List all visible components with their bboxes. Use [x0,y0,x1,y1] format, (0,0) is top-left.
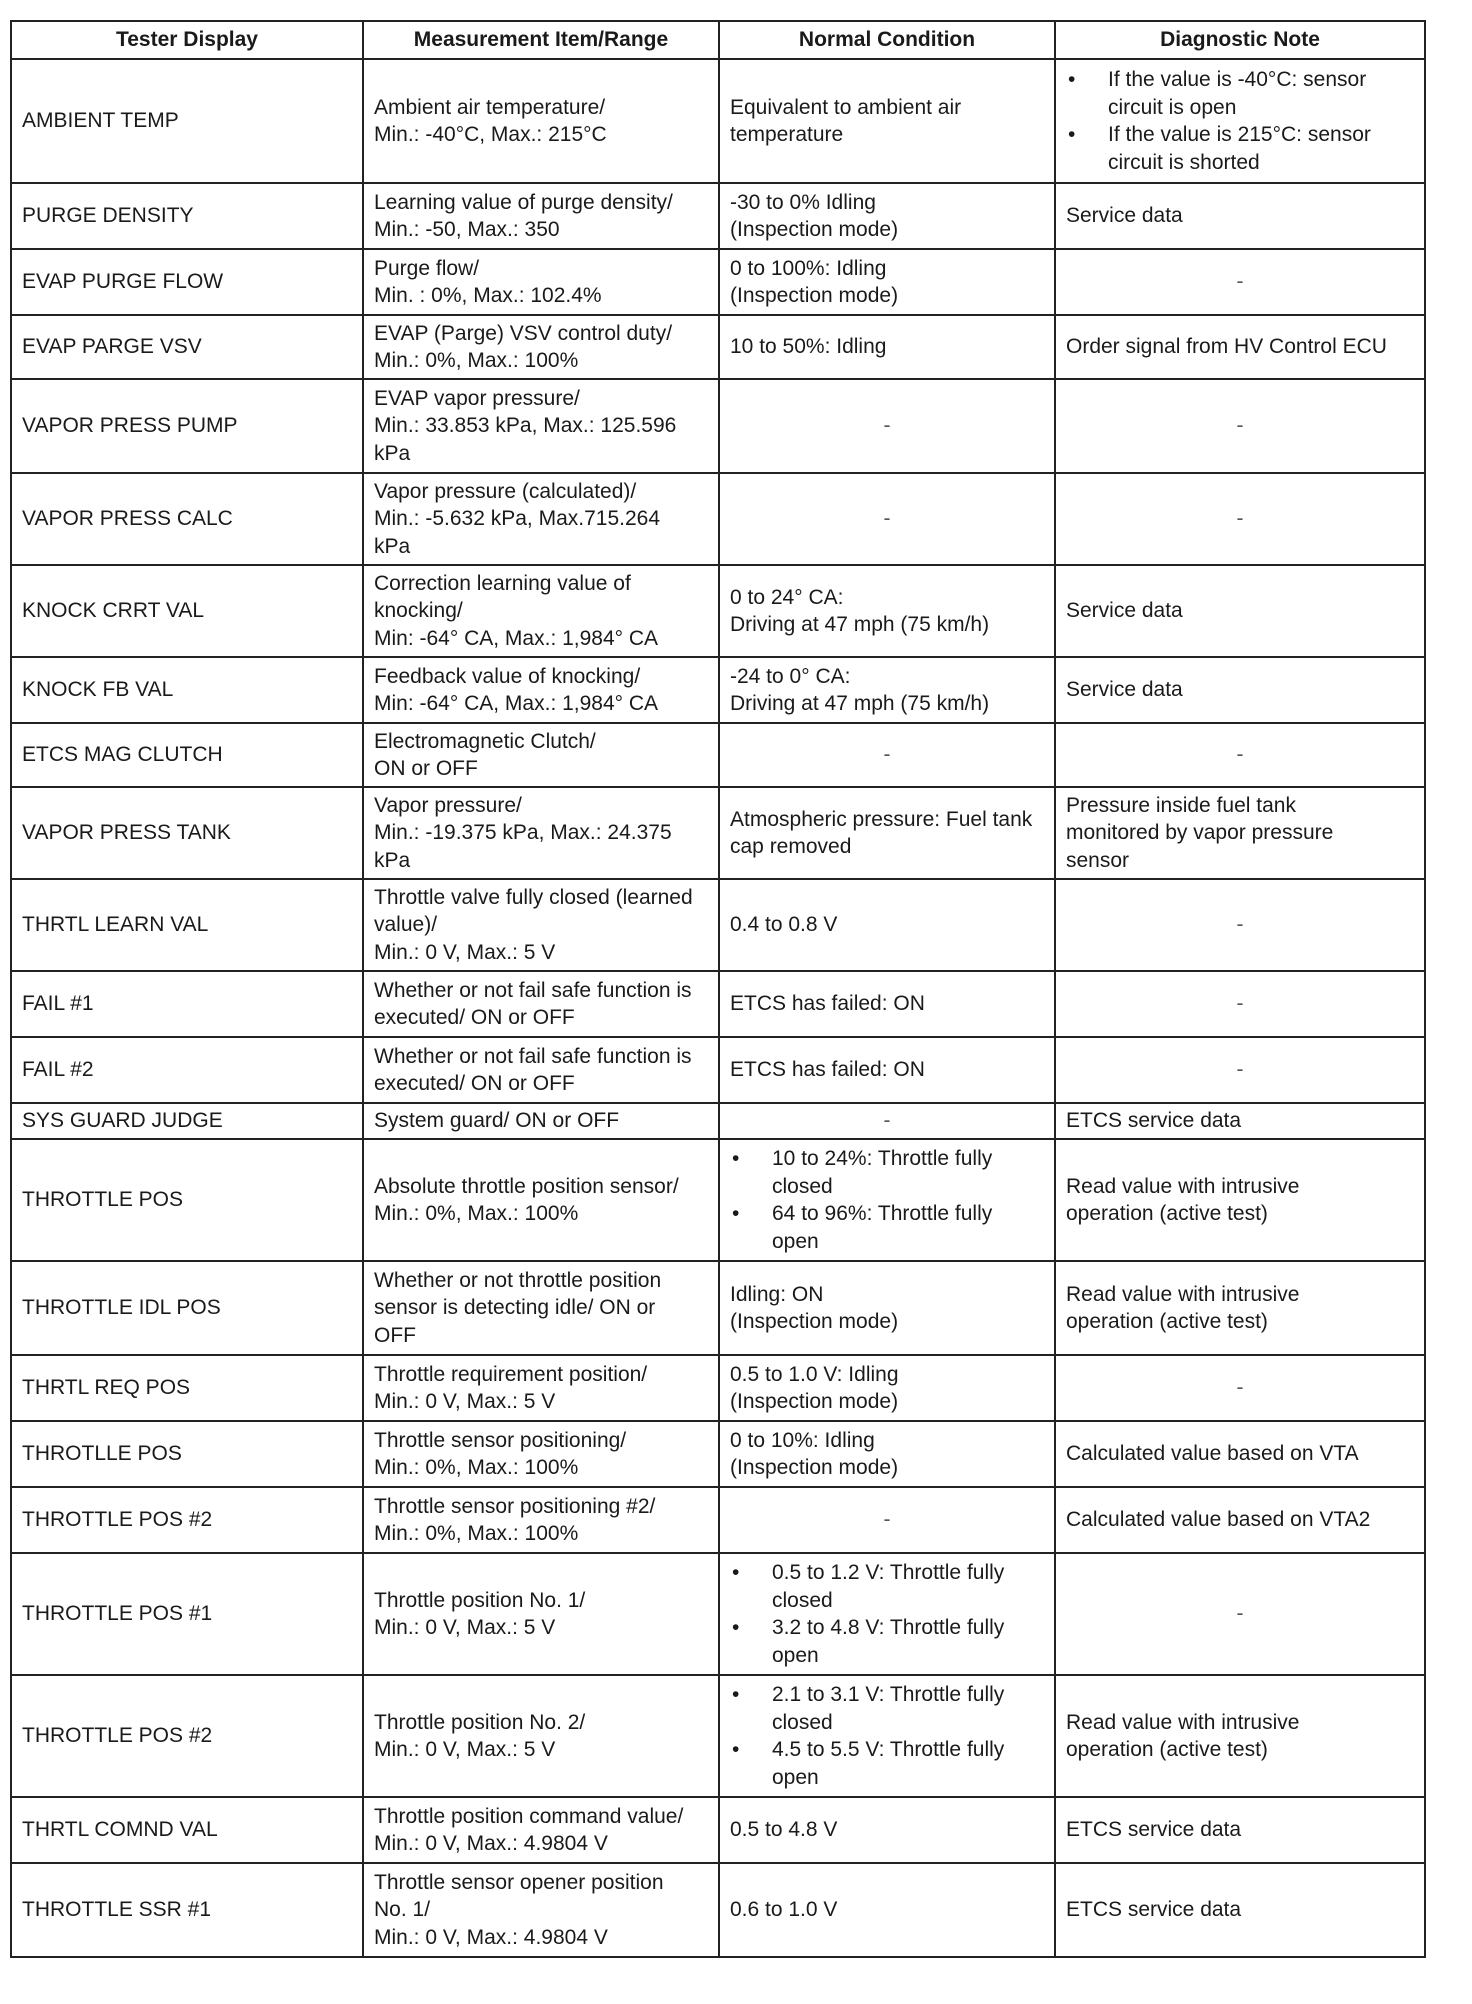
cell-text-line: ETCS has failed: ON [730,1058,925,1082]
bullet-item: • 0.5 to 1.2 V: Throttle fully closed [730,1559,1044,1614]
cell-text-line: Service data [1066,678,1183,702]
tester-display-cell: FAIL #1 [11,971,363,1037]
normal-condition-cell [719,1675,1055,1797]
normal-condition-cell [719,315,1055,379]
tester-display-cell: SYS GUARD JUDGE [11,1103,363,1139]
diagnostic-note-cell: - [1055,473,1425,565]
table-row [11,565,1425,657]
normal-condition-cell [719,1863,1055,1957]
cell-text-line: Driving at 47 mph (75 km/h) [730,692,990,715]
table-row [11,971,1425,1037]
normal-condition-cell [719,971,1055,1037]
diagnostic-note-cell [1055,657,1425,723]
table-row [11,1421,1425,1487]
tester-display-cell: THROTTLE POS [11,1139,363,1261]
diagnostic-note-cell [1055,1487,1425,1553]
cell-text-line: Min.: 0 V, Max.: 5 V [374,1616,556,1639]
table-row [11,315,1425,379]
measurement-cell [363,1261,719,1355]
table-row [11,723,1425,787]
cell-text-line: 0.5 to 1.0 V: Idling [730,1362,899,1386]
cell-text-line: Min.: 0 V, Max.: 4.9804 V [374,1832,608,1855]
cell-text-line: Min.: 0 V, Max.: 5 V [374,1738,556,1761]
cell-text-line: operation (active test) [1066,1202,1268,1225]
tester-display-cell: AMBIENT TEMP [11,59,363,183]
cell-text-line: Min.: 0 V, Max.: 4.9804 V [374,1925,608,1949]
cell-text-line: Min.: 0%, Max.: 100% [374,1522,579,1545]
cell-text-line: Ambient air temperature/ [374,95,606,119]
cell-text-line: Whether or not fail safe function is [374,1044,692,1068]
cell-text-line: Min.: 0%, Max.: 100% [374,1202,579,1225]
measurement-cell [363,1037,719,1103]
cell-text-line: (Inspection mode) [730,1390,899,1413]
measurement-cell [363,379,719,473]
cell-text-line: knocking/ [374,599,463,623]
tester-display-cell: THROTTLE SSR #1 [11,1863,363,1957]
cell-text-line: 10 to 50%: Idling [730,335,887,359]
diagnostic-note-cell: - [1055,1037,1425,1103]
cell-text-line: executed/ ON or OFF [374,1006,575,1029]
cell-text-line: Throttle position No. 2/ [374,1710,586,1734]
tester-display-cell: THRTL COMND VAL [11,1797,363,1863]
bullet-item: • 64 to 96%: Throttle fully open [730,1200,1044,1255]
bullet-item: • 2.1 to 3.1 V: Throttle fully closed [730,1681,1044,1736]
cell-text-line: System guard/ ON or OFF [374,1109,620,1133]
table-row [11,183,1425,249]
diagnostic-note-cell [1055,1261,1425,1355]
cell-text-line: -24 to 0° CA: [730,664,851,688]
normal-condition-cell [719,1139,1055,1261]
cell-text-line: Service data [1066,599,1183,623]
table-row [11,473,1425,565]
cell-text-line: Read value with intrusive [1066,1710,1300,1734]
header-normal-condition: Normal Condition [719,21,1055,59]
measurement-cell [363,249,719,315]
tester-display-cell: VAPOR PRESS TANK [11,787,363,879]
diagnostic-note-cell [1055,59,1425,183]
cell-text-line: Driving at 47 mph (75 km/h) [730,613,990,636]
cell-text-line: 0 to 10%: Idling [730,1428,875,1452]
measurement-cell [363,1675,719,1797]
table-row [11,1139,1425,1261]
diagnostic-note-cell [1055,787,1425,879]
measurement-cell [363,879,719,971]
diagnostic-note-cell: - [1055,249,1425,315]
diagnostic-note-cell [1055,1797,1425,1863]
table-row [11,787,1425,879]
tester-display-cell: ETCS MAG CLUTCH [11,723,363,787]
cell-text-line: kPa [374,534,411,558]
cell-text-line: Min: -64° CA, Max.: 1,984° CA [374,692,659,715]
measurement-cell [363,565,719,657]
measurement-cell [363,1139,719,1261]
table-row [11,1487,1425,1553]
table-row [11,379,1425,473]
cell-text-line: 0.4 to 0.8 V [730,913,838,937]
diagnostic-note-cell: - [1055,1553,1425,1675]
tester-display-cell: VAPOR PRESS PUMP [11,379,363,473]
cell-text-line: Min.: 33.853 kPa, Max.: 125.596 [374,414,677,438]
table-body [11,59,1425,1957]
cell-text-line: OFF [374,1323,416,1347]
cell-text-line: Absolute throttle position sensor/ [374,1174,679,1198]
cell-text-line: Min.: -5.632 kPa, Max.715.264 [374,507,660,531]
cell-text-line: Read value with intrusive [1066,1282,1300,1306]
cell-text-line: Throttle position No. 1/ [374,1588,586,1612]
cell-text-line: EVAP vapor pressure/ [374,386,580,410]
diagnostic-note-cell: - [1055,879,1425,971]
normal-condition-cell: - [719,723,1055,787]
diagnostic-note-cell [1055,1863,1425,1957]
bullet-list [730,1559,1044,1669]
cell-text-line: (Inspection mode) [730,1310,899,1333]
cell-text-line: Throttle sensor positioning #2/ [374,1494,656,1518]
tester-display-cell: THROTTLE IDL POS [11,1261,363,1355]
tester-display-cell: FAIL #2 [11,1037,363,1103]
measurement-cell [363,59,719,183]
header-tester-display: Tester Display [11,21,363,59]
cell-text-line: (Inspection mode) [730,284,899,307]
table-row [11,1355,1425,1421]
normal-condition-cell [719,879,1055,971]
cell-text-line: sensor is detecting idle/ ON or [374,1296,656,1320]
cell-text-line: Calculated value based on VTA2 [1066,1508,1371,1532]
diagnostic-note-cell [1055,315,1425,379]
table-row [11,1797,1425,1863]
measurement-cell [363,473,719,565]
cell-text-line: temperature [730,123,844,146]
diagnostic-note-cell: - [1055,971,1425,1037]
tester-display-cell: EVAP PARGE VSV [11,315,363,379]
normal-condition-cell [719,1553,1055,1675]
normal-condition-cell [719,1421,1055,1487]
table-row [11,657,1425,723]
measurement-cell [363,787,719,879]
tester-display-cell: THRTL LEARN VAL [11,879,363,971]
bullet-list [730,1145,1044,1255]
cell-text-line: Min.: 0 V, Max.: 5 V [374,1390,556,1413]
cell-text-line: 0.5 to 4.8 V [730,1818,838,1842]
bullet-item: • If the value is -40°C: sensor circuit is open [1066,66,1414,121]
normal-condition-cell [719,183,1055,249]
diagnostic-note-cell [1055,1421,1425,1487]
cell-text-line: Min.: -19.375 kPa, Max.: 24.375 [374,821,672,845]
cell-text-line: operation (active test) [1066,1310,1268,1333]
diagnostic-note-cell: - [1055,379,1425,473]
normal-condition-cell [719,1797,1055,1863]
normal-condition-cell [719,565,1055,657]
normal-condition-cell [719,1355,1055,1421]
measurement-cell [363,723,719,787]
cell-text-line: Learning value of purge density/ [374,190,673,214]
bullet-list [730,1681,1044,1791]
cell-text-line: Electromagnetic Clutch/ [374,729,596,753]
bullet-item: • If the value is 215°C: sensor circuit is shorted [1066,121,1414,176]
cell-text-line: kPa [374,441,411,465]
tester-display-cell: KNOCK FB VAL [11,657,363,723]
normal-condition-cell [719,59,1055,183]
normal-condition-cell [719,249,1055,315]
cell-text-line: Min.: -40°C, Max.: 215°C [374,123,607,146]
cell-text-line: Pressure inside fuel tank [1066,793,1296,817]
measurement-cell [363,1553,719,1675]
tester-display-cell: EVAP PURGE FLOW [11,249,363,315]
tester-display-cell: THROTTLE POS #2 [11,1487,363,1553]
cell-text-line: (Inspection mode) [730,218,899,241]
cell-text-line: Whether or not fail safe function is [374,978,692,1002]
table-row [11,1103,1425,1139]
cell-text-line: 0 to 100%: Idling [730,256,887,280]
diagnostic-note-cell [1055,1139,1425,1261]
cell-text-line: Throttle sensor opener position [374,1870,664,1894]
normal-condition-cell [719,657,1055,723]
cell-text-line: cap removed [730,835,852,858]
tester-display-cell: THROTLLE POS [11,1421,363,1487]
cell-text-line: ON or OFF [374,757,478,780]
cell-text-line: No. 1/ [374,1898,431,1922]
normal-condition-cell: - [719,1487,1055,1553]
cell-text-line: 0.6 to 1.0 V [730,1898,838,1922]
cell-text-line: EVAP (Parge) VSV control duty/ [374,321,673,345]
cell-text-line: Purge flow/ [374,256,480,280]
diagnostic-note-cell: - [1055,723,1425,787]
normal-condition-cell [719,1261,1055,1355]
cell-text-line: Throttle position command value/ [374,1804,684,1828]
cell-text-line: Throttle sensor positioning/ [374,1428,627,1452]
measurement-cell [363,1797,719,1863]
cell-text-line: -30 to 0% Idling [730,190,876,214]
cell-text-line: kPa [374,848,411,872]
tester-display-cell: THRTL REQ POS [11,1355,363,1421]
cell-text-line: Atmospheric pressure: Fuel tank [730,807,1033,831]
tester-display-cell: KNOCK CRRT VAL [11,565,363,657]
measurement-cell [363,657,719,723]
cell-text-line: Calculated value based on VTA [1066,1442,1359,1466]
diagnostic-note-cell [1055,565,1425,657]
measurement-cell [363,183,719,249]
table-row [11,1675,1425,1797]
cell-text-line: sensor [1066,848,1130,872]
cell-text-line: Idling: ON [730,1282,824,1306]
cell-text-line: 0 to 24° CA: [730,585,844,609]
measurement-cell [363,1487,719,1553]
diagnostic-note-cell [1055,183,1425,249]
cell-text-line: ETCS has failed: ON [730,992,925,1016]
cell-text-line: Feedback value of knocking/ [374,664,641,688]
cell-text-line: Order signal from HV Control ECU [1066,335,1387,359]
cell-text-line: Vapor pressure (calculated)/ [374,479,637,503]
table-row [11,1037,1425,1103]
bullet-item: • 4.5 to 5.5 V: Throttle fully open [730,1736,1044,1791]
cell-text-line: ETCS service data [1066,1898,1242,1922]
bullet-list [1066,66,1414,176]
tester-display-cell: THROTTLE POS #1 [11,1553,363,1675]
diagnostic-note-cell [1055,1675,1425,1797]
table-row [11,879,1425,971]
table-row [11,1553,1425,1675]
cell-text-line: value)/ [374,913,438,937]
cell-text-line: Min.: 0%, Max.: 100% [374,349,579,372]
cell-text-line: Throttle valve fully closed (learned [374,885,693,909]
cell-text-line: ETCS service data [1066,1818,1242,1842]
cell-text-line: (Inspection mode) [730,1456,899,1479]
cell-text-line: Whether or not throttle position [374,1268,662,1292]
tester-display-cell: THROTTLE POS #2 [11,1675,363,1797]
cell-text-line: Min. : 0%, Max.: 102.4% [374,284,602,307]
cell-text-line: Vapor pressure/ [374,793,522,817]
cell-text-line: Min.: 0 V, Max.: 5 V [374,940,556,964]
table-row [11,249,1425,315]
diagnostic-note-cell: - [1055,1355,1425,1421]
normal-condition-cell: - [719,473,1055,565]
bullet-item: • 3.2 to 4.8 V: Throttle fully open [730,1614,1044,1669]
normal-condition-cell: - [719,1103,1055,1139]
tester-display-cell: PURGE DENSITY [11,183,363,249]
cell-text-line: Service data [1066,204,1183,228]
measurement-cell [363,315,719,379]
header-measurement-item: Measurement Item/Range [363,21,719,59]
normal-condition-cell: - [719,379,1055,473]
cell-text-line: Throttle requirement position/ [374,1362,648,1386]
measurement-cell [363,1863,719,1957]
table-header-row [11,21,1425,59]
cell-text-line: ETCS service data [1066,1109,1242,1133]
cell-text-line: Equivalent to ambient air [730,95,962,119]
table-row [11,1863,1425,1957]
cell-text-line: Correction learning value of [374,571,631,595]
cell-text-line: operation (active test) [1066,1738,1268,1761]
tester-display-cell: VAPOR PRESS CALC [11,473,363,565]
bullet-item: • 10 to 24%: Throttle fully closed [730,1145,1044,1200]
table-row [11,59,1425,183]
normal-condition-cell [719,787,1055,879]
measurement-cell [363,1355,719,1421]
cell-text-line: Min.: 0%, Max.: 100% [374,1456,579,1479]
diagnostic-note-cell [1055,1103,1425,1139]
cell-text-line: Read value with intrusive [1066,1174,1300,1198]
tester-data-table [10,20,1426,1958]
measurement-cell [363,971,719,1037]
normal-condition-cell [719,1037,1055,1103]
table-row [11,1261,1425,1355]
cell-text-line: Min: -64° CA, Max.: 1,984° CA [374,626,659,650]
measurement-cell [363,1421,719,1487]
measurement-cell [363,1103,719,1139]
header-diagnostic-note: Diagnostic Note [1055,21,1425,59]
cell-text-line: monitored by vapor pressure [1066,821,1334,845]
cell-text-line: executed/ ON or OFF [374,1072,575,1095]
cell-text-line: Min.: -50, Max.: 350 [374,218,560,241]
